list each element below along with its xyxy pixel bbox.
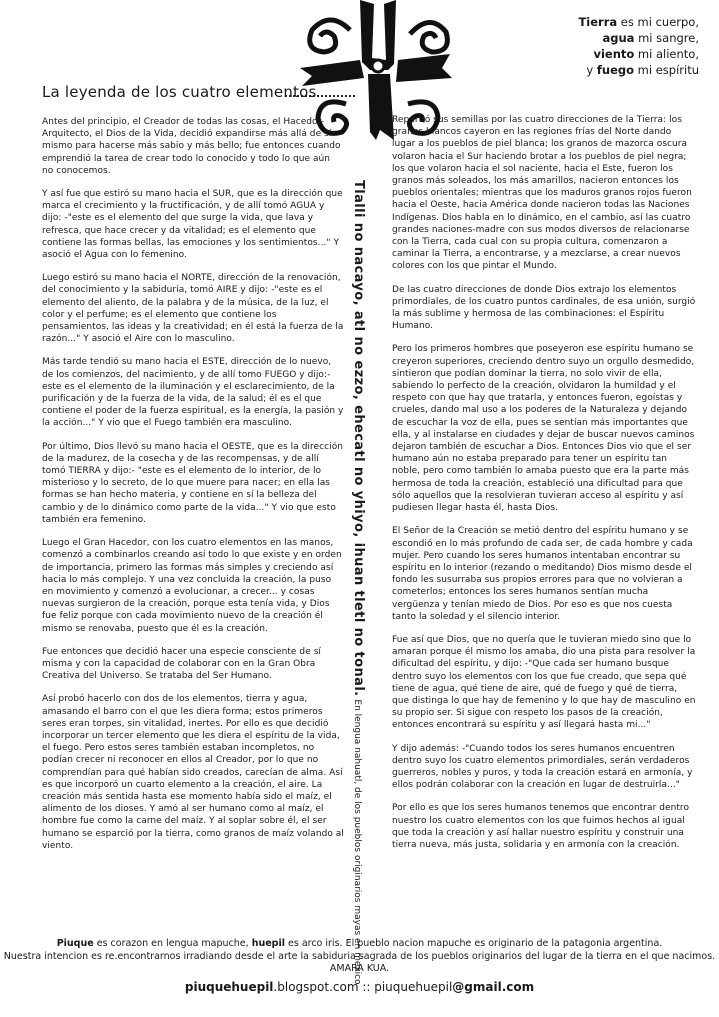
footer xyxy=(0,938,719,993)
vertical-caption-text xyxy=(344,180,370,985)
blog-name: piuquehuepil xyxy=(184,979,274,994)
nahuatl-translation-note: En lengua nahuatl, de los pueblos originarios mayas en mexico xyxy=(352,696,362,985)
poem-text: es mi cuerpo, xyxy=(617,15,699,29)
paragraph: Luego el Gran Hacedor, con los cuatro elementos en las manos, comenzó a combinarlos creando así todo lo que existe y en orden de importancia, primero las formas más simples y creciendo así hacia lo más complejo. Y una vez concluida la creación, la puso en movimiento y comenzó a evolucionar, a crecer... y cosas nuevas surgieron de la creación, porque esta tenía vida, y Dios fue feliz porque con cada movimiento nuevo de la creación él mismo se renovaba, puesto que él es la creación. xyxy=(42,538,342,634)
poem-keyword: agua xyxy=(602,31,635,45)
poem-keyword: fuego xyxy=(596,63,634,77)
blog-domain: .blogspot.com xyxy=(273,979,359,994)
paragraph: Fue entonces que decidió hacer una especie consciente de sí misma y con la capacidad de colaborar con en la Gran Obra Creativa del Universo. Se trataba del Ser Humano. xyxy=(42,646,321,682)
paragraph: Antes del principio, el Creador de todas las cosas, el Hacedor-Arquitecto, el Dios de la Vida, decidió expandirse más allá de sí mismo para hacerse más sabio y más bello; fue entonces cuando emprendió la tarea de crear todo lo conocido y todo lo que aún no conocemos. xyxy=(42,117,341,176)
right-text-column xyxy=(392,114,697,862)
poem-text: mi espíritu xyxy=(634,63,699,77)
poem-keyword: Tierra xyxy=(578,15,618,29)
poem-line xyxy=(469,30,699,46)
contact-separator: :: xyxy=(358,979,375,994)
paragraph: Y dijo además: -"Cuando todos los seres humanos encuentren dentro suyo los cuatro elementos primordiales, serán verdaderos guerreros, nobles y puros, y toda la creación estará en armonía, y ellos podrán colaborar con la creación en lugar de destruirla..." xyxy=(392,743,693,791)
paragraph: Por ello es que los seres humanos tenemos que encontrar dentro nuestro los cuatro elementos con los que fuimos hechos al igual que toda la creación y así hallar nuestro espíritu y construir una tierra nueva, más justa, solidaria y en armonía con la creación. xyxy=(392,803,690,850)
footer-contact xyxy=(0,981,719,994)
paragraph: Repartió sus semillas por las cuatro direcciones de la Tierra: los granos blancos cayeron en las regiones frías del Norte dando lugar a los pueblos de piel blanca; los granos de mazorca oscura volaron hacia el Sur haciendo brotar a los pueblos de piel negra; los que volaron hacia el sol naciente, hacia el Este, fueron los granos más soleados, los más amarillos, nacieron entonces los pueblos orientales; mientras que los maduros granos rojos fueron hacia el Oeste, hacia América donde nacieron todas las Naciones Indígenas. Dios habla en lo dinámico, en el cambio, así las cuatro grandes naciones-madre con sus modos diversos de relacionarse con la Tierra, cada cual con su propia cultura, comenzaron a caminar la Tierra, a encontrarse, y a mezclarse, a crear nuevos colores con los que pintar el Mundo. xyxy=(392,115,692,272)
paragraph: El Señor de la Creación se metió dentro del espíritu humano y se escondió en lo más profundo de cada ser, de cada hombre y cada mujer. Pero cuando los seres humanos intentaban encontrar su espíritu en lo interior (rezando o meditando) Dios mismo desde el fondo les susurraba sus propios errores para que no volvieran a cometerlos; entonces los seres humanos sentían mucha vergüenza y tenían miedo de Dios. Por eso es que nos cuesta tanto la soledad y el silencio interior. xyxy=(392,526,693,622)
paragraph: Así probó hacerlo con dos de los elementos, tierra y agua, amasando el barro con el que les diera forma; estos primeros seres eran torpes, sin vitalidad, inertes. Por ello es que decidió incorporar un tercer elemento que les diera el espíritu de la vida, el fuego. Pero estos seres también estaban incompletos, no podían crecer ni reconocer en ellos al Creador, por lo que no comprendían para qué habían sido creados, carecían de alma. Así es que incorporó un cuarto elemento a la creación, el aire. La creación más sentida hasta ese momento había sido el maíz, el alimento de los dioses. Y amó al ser humano como al maíz, el hombre fue como la carne del maíz. Y al soplar sobre él, el ser humano se esparció por la tierra, como granos de maíz volando al viento. xyxy=(42,694,344,851)
paragraph: Fue así que Dios, que no quería que le tuvieran miedo sino que lo amaran porque él mismo los amaba, dio una pista para resolver la dificultad del espíritu, y dijo: -"Que cada ser humano busque dentro suyo los elementos con los que fue creado, que sepa qué tiene de agua, qué tiene de aire, qué de fuego y qué de tierra, que distinga lo que hay de femenino y lo que hay de masculino en su propio ser. Si sigue con respeto los pasos de la creación, entonces encontrará su espíritu y así llegará hasta mi..." xyxy=(392,634,696,731)
email-user: piuquehuepil xyxy=(374,979,453,994)
paragraph: Más tarde tendió su mano hacia el ESTE, dirección de lo nuevo, de los comienzos, del nacimiento, y de allí tomo FUEGO y dijo:- este es el elemento de la iluminación y el esclarecimiento, de la purificación y de la fuerza de la vida, de la salud; él es el que contiene el poder de la fuerza espiritual, es la energía, la pasión y la acción..." Y vio que el Fuego también era masculino. xyxy=(42,357,344,429)
poem-text: mi aliento, xyxy=(634,47,699,61)
paragraph: De las cuatro direcciones de donde Dios extrajo los elementos primordiales, de los cuatro puntos cardinales, de esa unión, surgió la más sublime y hermosa de las combinaciones: el Espíritu Humano. xyxy=(392,284,696,332)
footer-keyword: Piuque xyxy=(56,938,94,949)
footer-line xyxy=(0,938,719,951)
footer-line: Nuestra intencion es re.encontrarnos irradiando desde el arte la sabiduria sagrada de los pueblos originarios del lugar de la tierra en el que nacimos. xyxy=(3,950,716,962)
paragraph: Y así fue que estiró su mano hacia el SUR, que es la dirección que marca el crecimiento y la fructificación, y de allí tomó AGUA y dijo: -"este es el elemento del que surge la vida, que lava y refresca, que hace crecer y da vitalidad; es el elemento que contiene las formas bellas, las emociones y los sentimientos..." Y asoció el Agua con lo femenino. xyxy=(42,189,343,261)
email-link[interactable] xyxy=(374,980,534,994)
title-dotted-rule xyxy=(285,95,355,97)
footer-text: es corazon en lengua mapuche, xyxy=(93,938,252,949)
footer-keyword: huepil xyxy=(251,938,285,949)
paragraph: Luego estiró su mano hacia el NORTE, dirección de la renovación, del conocimiento y la sabiduría, tomó AIRE y dijo: -"este es el elemento del aliento, de la palabra y de la música, de la luz, el color y el perfume; es el elemento que contiene los pensamientos, las ideas y la creatividad; en él está la fuerza de la razón..." Y asoció el Aire con lo masculino. xyxy=(42,273,344,345)
poem-line xyxy=(469,46,699,62)
nahuatl-phrase: Tlalli no nacayo, atl no ezzo, ehecatl no yhiyo, ihuan tletl no tonal. xyxy=(351,180,366,697)
blog-link[interactable] xyxy=(185,980,359,994)
paragraph: Pero los primeros hombres que poseyeron ese espíritu humano se creyeron superiores, creciendo dentro suyo un orgullo desmedido, sintieron que podían dominar la tierra, no solo vivir de ella, sabiendo lo perfecto de la creación, olvidaron la humildad y el respeto con que hay que tratarla, y entonces fueron, egoístas y crueles, dando mal uso a los poderes de la Naturaleza y dejando de escuchar la voz de ella, pues se sentían más importantes que ella, y al instalarse en ciudades y dejar de buscar nuevos caminos dejaron también de escuchar a Dios. Entonces Dios vio que el ser humano aún no estaba preparado para tener un espíritu tan noble, pero como también lo amaba puesto que era la parte más hermosa de toda la creación, estableció una dificultad para que sólo aquellos que la resolvieran tuvieran acceso al espíritu y así pudiesen llegar hasta él, hasta Dios. xyxy=(392,344,695,514)
footer-line: AMARA KUA. xyxy=(329,963,390,974)
footer-text: es arco iris. El pueblo nacion mapuche es originario de la patagonia argentina. xyxy=(284,938,663,949)
email-domain: @gmail.com xyxy=(452,979,535,994)
vertical-nahuatl-caption xyxy=(348,180,374,985)
poem-text: y xyxy=(586,63,597,77)
poem-text: mi sangre, xyxy=(634,31,699,45)
left-text-column xyxy=(42,116,344,863)
paragraph: Por último, Dios llevó su mano hacia el OESTE, que es la dirección de la madurez, de la cosecha y de las recompensas, y de allí tomó TIERRA y dijo:- "este es el elemento de lo interior, de lo misterioso y lo secreto, de lo que muere para nacer; en ella las formas se han hecho materia, y contiene en sí la belleza del cambio y de lo dinámico como parte de la vida..." Y vio que esto también era femenino. xyxy=(42,441,343,525)
epigraph-poem xyxy=(469,14,699,78)
poem-line xyxy=(469,14,699,30)
poem-line xyxy=(469,62,699,78)
page-title: La leyenda de los cuatro elementos xyxy=(42,83,317,101)
poem-keyword: viento xyxy=(593,47,635,61)
